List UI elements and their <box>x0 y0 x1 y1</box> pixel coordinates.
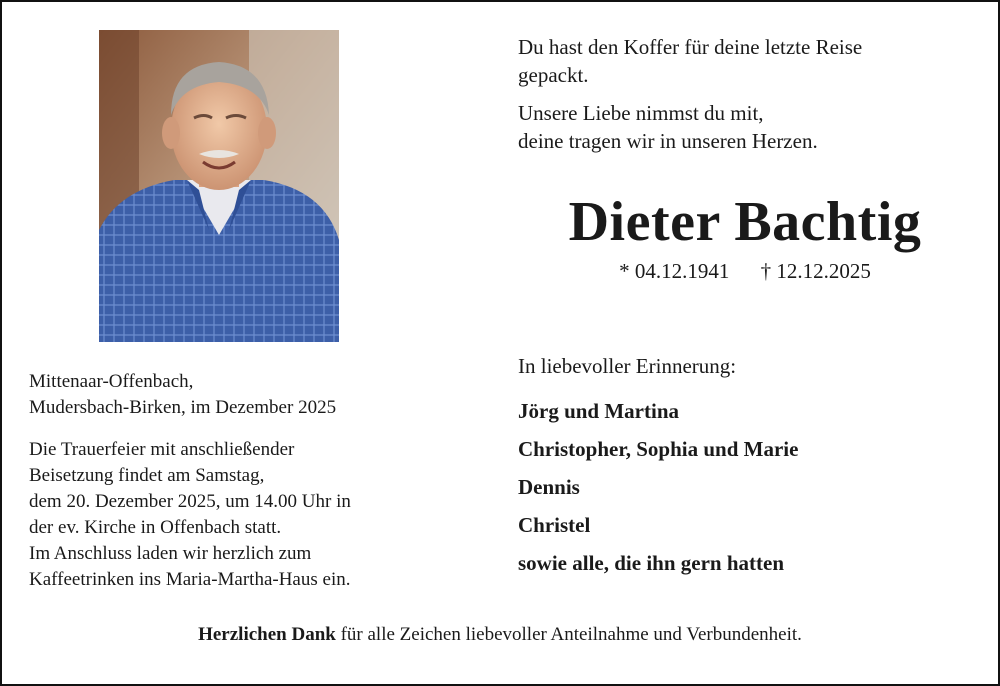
service-line: Die Trauerfeier mit anschließender <box>29 439 295 460</box>
portrait-photo <box>99 30 339 342</box>
service-line: Beisetzung findet am Samstag, <box>29 465 265 486</box>
mourner-entry: Jörg und Martina <box>518 399 680 423</box>
service-line: der ev. Kirche in Offenbach statt. <box>29 517 282 538</box>
thanks-line <box>0 624 1000 646</box>
thanks-rest: für alle Zeichen liebevoller Anteilnahme und Verbundenheit. <box>335 624 802 645</box>
farewell-quote <box>518 33 958 165</box>
deceased-name: Dieter Bachtig <box>568 191 922 253</box>
service-line: Kaffeetrinken ins Maria-Martha-Haus ein. <box>29 569 351 590</box>
memory-intro: In liebevoller Erinnerung: <box>518 354 737 378</box>
mourner-entry: Christopher, Sophia und Marie <box>518 437 799 461</box>
mourner-entry: Christel <box>518 513 591 537</box>
mourners-list <box>518 396 968 586</box>
life-dates <box>520 259 970 284</box>
place-line: Mudersbach-Birken, im Dezember 2025 <box>29 397 337 418</box>
quote-line: gepackt. <box>518 63 589 87</box>
service-line: dem 20. Dezember 2025, um 14.00 Uhr in <box>29 491 351 512</box>
mourner-entry: Dennis <box>518 475 580 499</box>
place-line: Mittenaar-Offenbach, <box>29 371 194 392</box>
birth-date: * 04.12.1941 <box>619 259 730 283</box>
thanks-bold: Herzlichen Dank <box>198 624 336 645</box>
quote-line: Du hast den Koffer für deine letzte Reise <box>518 35 863 59</box>
place-and-date <box>29 369 449 421</box>
service-line: Im Anschluss laden wir herzlich zum <box>29 543 312 564</box>
portrait-image <box>99 30 339 342</box>
quote-line: Unsere Liebe nimmst du mit, <box>518 101 764 125</box>
mourner-entry: sowie alle, die ihn gern hatten <box>518 551 784 575</box>
death-date: † 12.12.2025 <box>760 259 871 283</box>
quote-line: deine tragen wir in unseren Herzen. <box>518 129 818 153</box>
funeral-service-info <box>29 437 449 593</box>
